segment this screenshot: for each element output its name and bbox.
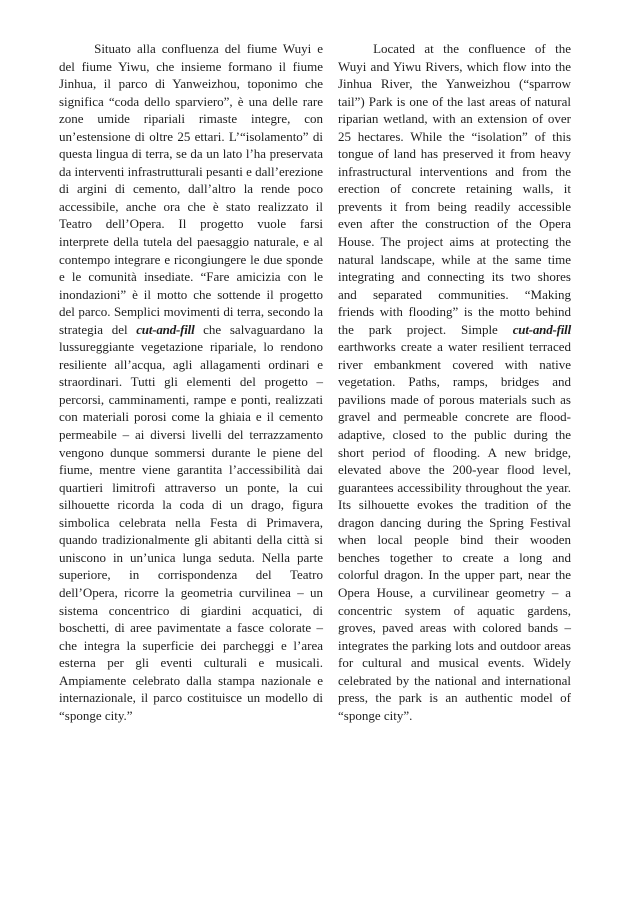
english-text-part-1: Located at the confluence of the Wuyi and Yiwu Rivers, which flow into the Jinhua River, the Yanweizhou (“sparrow tail”) Park is one of the last areas of natural riparian wetland, with an extension of over 25 hectares. While the “isolation” of this tongue of land has preserved it from heavy infrastructural interventions and from the erection of concrete retaining walls, it prevents it from being readily accessible even after the construction of the Opera House. The project aims at protecting the natural landscape, while at the same time integrating and connecting its two shores and separated communities. “Making friends with flooding” is the motto behind the park project. Simple — [338, 41, 571, 337]
english-paragraph — [338, 40, 571, 724]
italian-paragraph — [59, 40, 323, 724]
italian-text-part-1: Situato alla confluenza del fiume Wuyi e del fiume Yiwu, che insieme formano il fiume Jinhua, il parco di Yanweizhou, toponimo che significa “coda dello sparviero”, è una delle rare zone umide ripariali rimaste integre, con un’estensione di oltre 25 ettari. L’“isolamento” di questa lingua di terra, se da un lato l’ha preservata da interventi infrastrutturali pesanti e dall’erezione di argini di cemento, dall’altro la rende poco accessibile, anche ora che è stato realizzato il Teatro dell’Opera. Il progetto vuole farsi interprete della tutela del paesaggio naturale, e al contempo integrare e ricongiungere le due sponde e le comunità insediate. “Fare amicizia con le inondazioni” è il motto che sottende il progetto del parco. Semplici movimenti di terra, secondo la strategia del — [59, 41, 323, 337]
italian-emphasis-cut-and-fill: cut-and-fill — [136, 321, 195, 337]
english-text-part-2: earthworks create a water resilient terraced river embankment covered with native vegetation. Paths, ramps, bridges and pavilions made of porous materials such as gravel and permeable concrete are flood-adaptive, closed to the public during the short period of flooding. A new bridge, elevated above the 200-year flood level, guarantees accessibility throughout the year. Its silhouette evokes the tradition of the dragon dancing during the Spring Festival when local people bind their wooden benches together to create a long and colorful dragon. In the upper part, near the Opera House, a curvilinear geometry – a concentric system of aquatic gardens, groves, paved areas with colored bands – integrates the parking lots and outdoor areas for cultural and musical events. Widely celebrated by the national and international press, the park is an authentic model of “sponge city”. — [338, 339, 571, 723]
english-emphasis-cut-and-fill: cut-and-fill — [512, 321, 571, 337]
italian-text-part-2: che salvaguardano la lussureggiante vegetazione ripariale, lo rendono resiliente all’acqua, agli allagamenti ordinari e straordinari. Tutti gli elementi del progetto – percorsi, camminamenti, rampe e ponti, realizzati con materiali porosi come la ghiaia e il cemento permeabile – ai diversi livelli del terrazzamento vengono dunque sommersi durante le piene del fiume, mentre viene garantita l’accessibilità dai quartieri limitrofi attraverso un ponte, la cui silhouette ricorda la coda di un drago, figura simbolica celebrata nella Festa di Primavera, quando tradizionalmente gli abitanti della città si uniscono in un’unica lunga seduta. Nella parte superiore, in corrispondenza del Teatro dell’Opera, ricorre la geometria curvilinea – un sistema concentrico di giardini acquatici, di boschetti, di aree pavimentate a fasce colorate – che integra la superficie dei parcheggi e l’area esterna per gli eventi culturali e musicali. Ampiamente celebrato dalla stampa nazionale e internazionale, il parco costituisce un modello di “sponge city.” — [59, 321, 323, 723]
english-text-column — [338, 40, 571, 724]
italian-text-column — [59, 40, 323, 724]
